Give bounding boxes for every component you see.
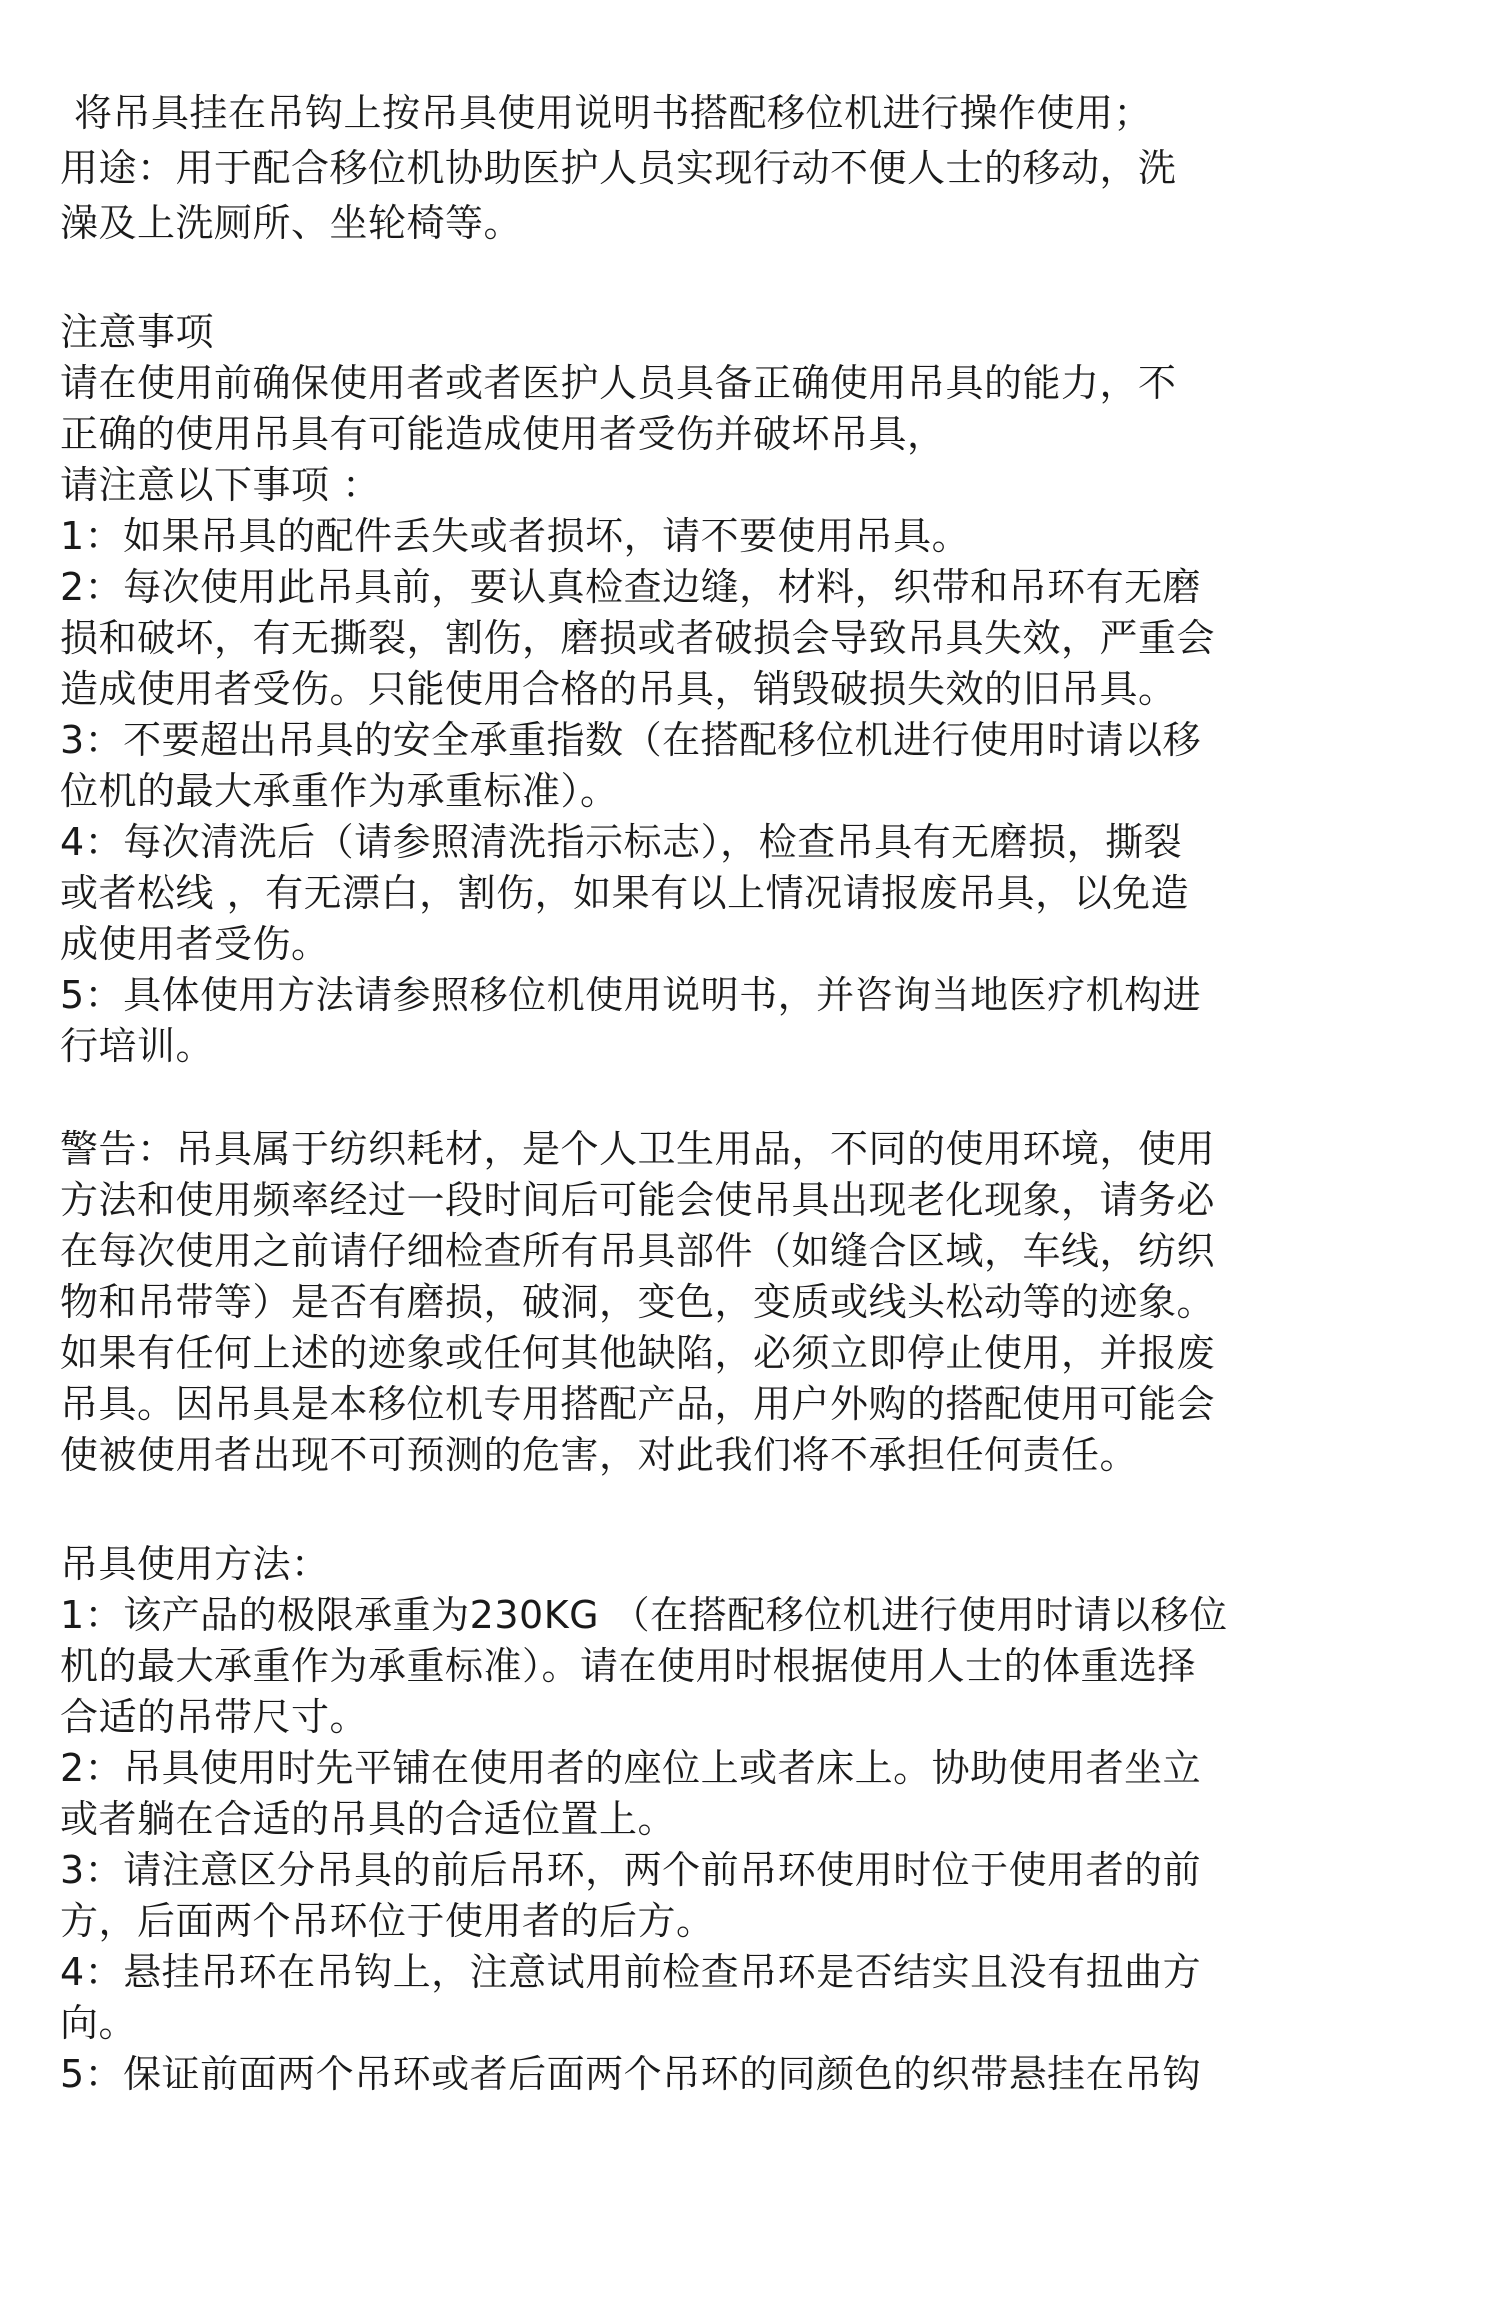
warning-line: 警告：吊具属于纺织耗材，是个人卫生用品，不同的使用环境，使用 [60,1127,1216,1171]
notice-line: 4：每次清洗后（请参照清洗指示标志），检查吊具有无磨损，撕裂 [60,820,1183,864]
warning-section [60,1124,1460,1481]
intro-line: 将吊具挂在吊钩上按吊具使用说明书搭配移位机进行操作使用； [74,91,1153,135]
usage-line: 2：吊具使用时先平铺在使用者的座位上或者床上。协助使用者坐立 [60,1746,1202,1790]
notice-line: 造成使用者受伤。只能使用合格的吊具，销毁破损失效的旧吊具。 [60,667,1177,711]
warning-line: 在每次使用之前请仔细检查所有吊具部件（如缝合区域，车线，纺织 [60,1229,1216,1273]
notice-line: 请注意以下事项 ： [60,463,381,507]
usage-line: 3：请注意区分吊具的前后吊环，两个前吊环使用时位于使用者的前 [60,1848,1202,1892]
usage-line: 4：悬挂吊环在吊钩上，注意试用前检查吊环是否结实且没有扭曲方 [60,1950,1202,1994]
notice-line: 1：如果吊具的配件丢失或者损坏，请不要使用吊具。 [60,514,971,558]
warning-line: 使被使用者出现不可预测的危害，对此我们将不承担任何责任。 [60,1433,1139,1477]
usage-section [60,1539,1460,2100]
notice-line: 3：不要超出吊具的安全承重指数（在搭配移位机进行使用时请以移 [60,718,1202,762]
warning-line: 物和吊带等）是否有磨损，破洞，变色，变质或线头松动等的迹象。 [60,1280,1216,1324]
notice-line: 行培训。 [60,1024,215,1068]
usage-line: 或者躺在合适的吊具的合适位置上。 [60,1797,677,1841]
notice-section [60,307,1460,1072]
notice-line: 损和破坏，有无撕裂，割伤，磨损或者破损会导致吊具失效，严重会 [60,616,1216,660]
notice-line: 或者松线 ，有无漂白，割伤，如果有以上情况请报废吊具，以免造 [60,871,1190,915]
warning-line: 吊具。因吊具是本移位机专用搭配产品，用户外购的搭配使用可能会 [60,1382,1216,1426]
usage-line: 向。 [60,2001,138,2045]
notice-line: 请在使用前确保使用者或者医护人员具备正确使用吊具的能力，不 [60,361,1177,405]
notice-line: 正确的使用吊具有可能造成使用者受伤并破坏吊具， [60,412,946,456]
usage-line: 1：该产品的极限承重为230KG （在搭配移位机进行使用时请以移位 [60,1593,1228,1637]
notice-line: 2：每次使用此吊具前，要认真检查边缝，材料，织带和吊环有无磨 [60,565,1202,609]
notice-line: 位机的最大承重作为承重标准）。 [60,769,619,813]
warning-line: 如果有任何上述的迹象或任何其他缺陷，必须立即停止使用，并报废 [60,1331,1216,1375]
usage-line: 方，后面两个吊环位于使用者的后方。 [60,1899,715,1943]
warning-line: 方法和使用频率经过一段时间后可能会使吊具出现老化现象，请务必 [60,1178,1216,1222]
usage-line: 机的最大承重作为承重标准）。请在使用时根据使用人士的体重选择 [60,1644,1197,1688]
intro-line: 用途：用于配合移位机协助医护人员实现行动不便人士的移动，洗 [60,146,1177,190]
notice-line: 5：具体使用方法请参照移位机使用说明书，并咨询当地医疗机构进 [60,973,1202,1017]
notice-title: 注意事项 [60,310,215,354]
intro-line: 澡及上洗厕所、坐轮椅等。 [60,201,523,245]
usage-line: 5：保证前面两个吊环或者后面两个吊环的同颜色的织带悬挂在吊钩 [60,2052,1202,2096]
intro-section [60,88,1460,249]
usage-line: 合适的吊带尺寸。 [60,1695,369,1739]
usage-title: 吊具使用方法： [60,1542,330,1586]
notice-line: 成使用者受伤。 [60,922,330,966]
